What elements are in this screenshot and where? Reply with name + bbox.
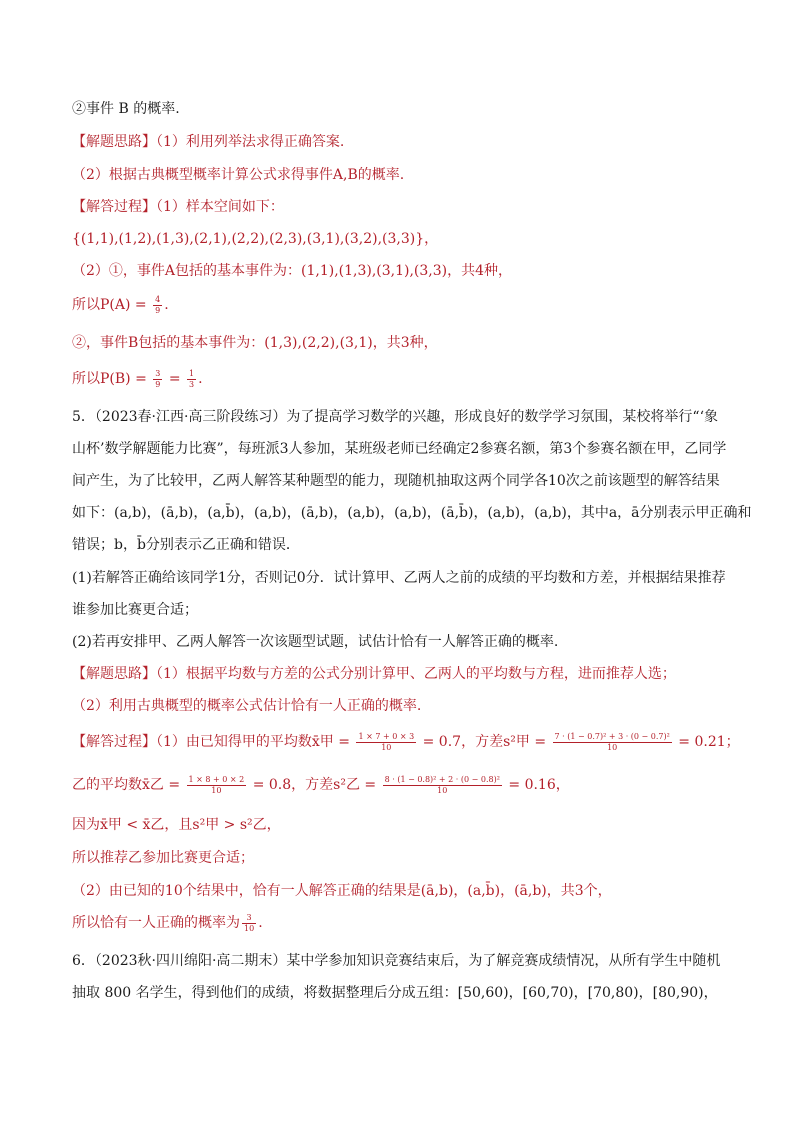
sample-space-line: {(1,1),(1,2),(1,3),(2,1),(2,2),(2,3),(3,1),(3,2),(3,3)}， (72, 231, 439, 247)
denominator: 3 (189, 379, 195, 389)
denominator: 10 (607, 742, 618, 752)
text: 所以P(A) = (72, 297, 147, 313)
section-tag: 【解题思路】 (72, 134, 156, 150)
solution-idea-line (72, 663, 734, 685)
text-line: 因为x̄甲 < x̄乙，且s²甲 > s²乙， (72, 817, 281, 833)
question-5-line: 错误；b，b̄分别表示乙正确和错误． (72, 537, 300, 553)
probability-a-line (72, 294, 734, 316)
question-5-line: 如下：(a,b)，(ā,b)，(a,b̄)，(a,b)，(ā,b)，(a,b)，(a,b)，(ā,b̄)，(a,b)，(a,b)，其中a，ā分别表示甲正确和 (72, 505, 752, 521)
text: （1）样本空间如下： (156, 199, 284, 215)
text-line: 所以推荐乙参加比赛更合适； (72, 850, 254, 866)
text: . (198, 371, 203, 387)
probability-line (72, 912, 734, 934)
denominator: 9 (155, 305, 161, 315)
numerator: 1 × 8 + 0 × 2 (188, 774, 245, 784)
fraction (383, 775, 502, 796)
text: = 0.8，方差s²乙 = (252, 777, 377, 793)
question-5-line: (1)若解答正确给该同学1分，否则记0分．试计算甲、乙两人之前的成绩的平均数和方差，并根据结果推荐 (72, 570, 726, 586)
text: = 0.16， (508, 777, 570, 793)
numerator: 1 (189, 368, 195, 378)
numerator: 4 (155, 294, 161, 304)
text-line: （2）由已知的10个结果中，恰有一人解答正确的结果是(ā,b)，(a,b̄)，(ā,b)，共3个， (72, 883, 612, 899)
question-5-line: 5．（2023春·江西·高三阶段练习）为了提高学习数学的兴趣，形成良好的数学学习氛围，某校将举行“‘象 (72, 409, 719, 425)
text: 乙的平均数x̄乙 = (72, 777, 181, 793)
fraction (187, 775, 247, 796)
numerator: 3 (242, 913, 256, 924)
denominator: 10 (211, 785, 222, 795)
numerator: 1 × 7 + 0 × 3 (358, 731, 415, 741)
mean-variance-line (72, 774, 734, 796)
question-5-line: 间产生，为了比较甲，乙两人解答某种题型的能力，现随机抽取这两个同学各10次之前该题型的解答结果 (72, 473, 720, 489)
text: （1）根据平均数与方差的公式分别计算甲、乙两人的平均数与方程，进而推荐人选； (156, 666, 676, 682)
text-line: （2）①，事件A包括的基本事件为：(1,1),(1,3),(3,1),(3,3)，共4种， (72, 263, 513, 279)
text: 所以P(B) = (72, 371, 147, 387)
text-line: （2）根据古典概型概率计算公式求得事件A,B的概率. (72, 167, 405, 183)
fraction (187, 369, 196, 390)
text-line: ②事件 B 的概率. (72, 101, 180, 117)
denominator: 9 (155, 379, 161, 389)
section-tag: 【解答过程】 (72, 734, 156, 750)
denominator: 10 (244, 923, 255, 933)
fraction (153, 369, 162, 390)
text-line: （2）利用古典概型的概率公式估计恰有一人正确的概率. (72, 698, 422, 714)
numerator: 7 · (1 − 0.7)² + 3 · (0 − 0.7)² (554, 731, 670, 741)
question-6-line: 6．（2023秋·四川绵阳·高二期末）某中学参加知识竞赛结束后，为了解竞赛成绩情况，从所有学生中随机 (72, 953, 721, 969)
text: （1）由已知得甲的平均数x̄甲 = (156, 734, 350, 750)
text: = 0.21； (678, 734, 740, 750)
text: 所以恰有一人正确的概率为 (72, 915, 240, 931)
solution-process-line (72, 196, 734, 218)
numerator: 8 · (1 − 0.8)² + 2 · (0 − 0.8)² (384, 774, 500, 784)
question-5-line: 山杯’数学解题能力比赛”，每班派3人参加，某班级老师已经确定2参赛名额，第3个参赛名额在甲，乙同学 (72, 441, 727, 457)
solution-process-line (72, 731, 740, 753)
numerator: 3 (155, 368, 161, 378)
fraction (153, 295, 162, 316)
fraction (242, 913, 256, 934)
text-line: ②，事件B包括的基本事件为：(1,3),(2,2),(3,1)，共3种， (72, 335, 438, 351)
denominator: 10 (437, 785, 448, 795)
solution-idea-line (72, 131, 734, 153)
denominator: 10 (381, 742, 392, 752)
question-6-line: 抽取 800 名学生，得到他们的成绩，将数据整理后分成五组：[50,60)，[60,70)，[70,80)，[80,90)， (72, 985, 718, 1001)
text: = 0.7，方差s²甲 = (422, 734, 547, 750)
text: . (258, 915, 263, 931)
question-5-line: (2)若再安排甲、乙两人解答一次该题型试题，试估计恰有一人解答正确的概率. (72, 634, 559, 650)
text: . (164, 297, 169, 313)
section-tag: 【解题思路】 (72, 666, 156, 682)
fraction (553, 732, 672, 753)
probability-b-line (72, 368, 734, 390)
section-tag: 【解答过程】 (72, 199, 156, 215)
fraction (356, 732, 416, 753)
text: （1）利用列举法求得正确答案. (156, 134, 345, 150)
question-5-line: 谁参加比赛更合适； (72, 602, 198, 618)
text: = (168, 371, 181, 387)
